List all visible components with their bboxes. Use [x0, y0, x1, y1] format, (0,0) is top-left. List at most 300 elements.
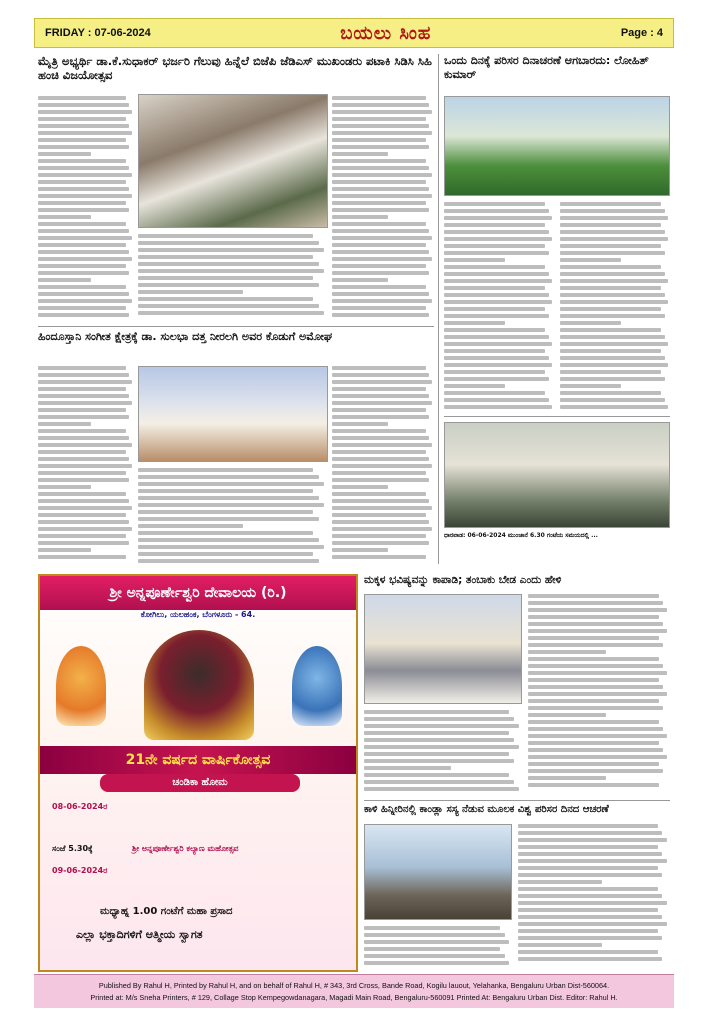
text-line	[38, 124, 129, 128]
text-line	[38, 145, 129, 149]
divider	[364, 800, 670, 801]
ad-welcome: ಎಲ್ಲಾ ಭಕ್ತಾದಿಗಳಿಗೆ ಆತ್ಮೀಯ ಸ್ವಾಗತ	[76, 928, 203, 941]
text-line	[560, 321, 621, 325]
text-line	[38, 499, 129, 503]
text-line	[38, 306, 126, 310]
ad-subtitle: ಕೋಗಿಲು, ಯಲಹಂಕ, ಬೆಂಗಳೂರು - 64.	[140, 610, 256, 619]
text-line	[444, 328, 545, 332]
text-line	[38, 373, 129, 377]
text-line	[138, 559, 319, 563]
text-line	[444, 286, 545, 290]
text-line	[332, 103, 429, 107]
text-line	[528, 615, 659, 619]
story5-photo	[364, 594, 522, 704]
text-line	[38, 313, 129, 317]
text-line	[528, 671, 667, 675]
text-line	[444, 335, 549, 339]
text-line	[38, 534, 126, 538]
text-line	[528, 608, 667, 612]
text-line	[332, 513, 426, 517]
text-line	[38, 96, 126, 100]
text-line	[560, 300, 668, 304]
text-line	[332, 306, 426, 310]
story6-photo	[364, 824, 512, 920]
text-line	[444, 209, 549, 213]
text-line	[138, 283, 319, 287]
text-line	[518, 838, 667, 842]
text-line	[332, 110, 432, 114]
text-line	[444, 363, 552, 367]
imprint-line2: Printed at: M/s Sneha Printers, # 129, Collage Stop Kempegowdanagara, Magadi Main Road, Bengaluru-560091 Printed At: Bengaluru Urban Dist. Editor: Rahul H.	[90, 993, 618, 1002]
text-line	[38, 201, 126, 205]
text-line	[38, 285, 126, 289]
text-line	[332, 250, 429, 254]
text-line	[332, 436, 429, 440]
text-line	[560, 307, 661, 311]
text-line	[38, 131, 132, 135]
text-line	[444, 272, 549, 276]
text-line	[528, 734, 667, 738]
divider	[38, 326, 434, 327]
text-line	[38, 187, 129, 191]
text-line	[332, 313, 429, 317]
text-line	[138, 255, 313, 259]
text-line	[38, 166, 129, 170]
text-line	[528, 692, 667, 696]
text-line	[518, 845, 658, 849]
text-line	[38, 471, 126, 475]
text-line	[332, 152, 388, 156]
text-line	[38, 408, 126, 412]
text-line	[38, 173, 132, 177]
text-line	[528, 601, 663, 605]
text-line	[528, 706, 663, 710]
text-line	[560, 335, 665, 339]
story2-text-col2	[560, 202, 670, 412]
text-line	[560, 237, 668, 241]
text-line	[332, 96, 426, 100]
text-line	[38, 457, 129, 461]
text-line	[364, 766, 451, 770]
text-line	[528, 748, 663, 752]
text-line	[518, 852, 662, 856]
text-line	[332, 534, 426, 538]
text-line	[38, 478, 129, 482]
text-line	[332, 366, 426, 370]
text-line	[332, 131, 432, 135]
text-line	[528, 783, 659, 787]
text-line	[38, 243, 126, 247]
story1-photo	[138, 94, 328, 228]
ad-anniversary: 21ನೇ ವರ್ಷದ ವಾರ್ಷಿಕೋತ್ಸವ	[40, 746, 356, 774]
text-line	[138, 297, 313, 301]
story4-photo	[444, 422, 670, 528]
text-line	[38, 443, 132, 447]
text-line	[444, 230, 549, 234]
text-line	[444, 279, 552, 283]
text-line	[38, 422, 91, 426]
text-line	[38, 215, 91, 219]
text-line	[332, 138, 426, 142]
text-line	[138, 552, 313, 556]
text-line	[518, 901, 667, 905]
text-line	[518, 915, 662, 919]
text-line	[560, 230, 665, 234]
text-line	[444, 265, 545, 269]
text-line	[332, 124, 429, 128]
text-line	[38, 387, 126, 391]
text-line	[332, 373, 429, 377]
text-line	[364, 738, 514, 742]
ad-prasada: ಮಧ್ಯಾಹ್ನ 1.00 ಗಂಟೆಗೆ ಮಹಾ ಪ್ರಸಾದ	[100, 906, 233, 917]
text-line	[560, 286, 661, 290]
text-line	[560, 342, 668, 346]
text-line	[332, 215, 388, 219]
story5-headline: ಮಕ್ಕಳ ಭವಿಷ್ಯವನ್ನು ಕಾಪಾಡಿ; ತಂಬಾಕು ಬೇಡ ಎಂದು ಹೇಳಿ	[364, 574, 562, 586]
text-line	[332, 422, 388, 426]
text-line	[332, 166, 429, 170]
text-line	[528, 643, 663, 647]
text-line	[332, 257, 432, 261]
text-line	[364, 940, 509, 944]
text-line	[38, 257, 132, 261]
text-line	[364, 780, 514, 784]
text-line	[528, 636, 659, 640]
text-line	[560, 377, 665, 381]
text-line	[444, 300, 552, 304]
text-line	[518, 936, 662, 940]
text-line	[444, 356, 549, 360]
column-divider	[438, 54, 439, 564]
text-line	[528, 594, 659, 598]
text-line	[364, 773, 509, 777]
text-line	[444, 307, 545, 311]
text-line	[332, 541, 429, 545]
text-line	[518, 859, 667, 863]
text-line	[444, 370, 545, 374]
text-line	[332, 201, 426, 205]
ad-kalyana: ಶ್ರೀ ಅನ್ನಪೂರ್ಣೇಶ್ವರಿ ಕಲ್ಯಾಣ ಮಹೋತ್ಸವ	[132, 844, 239, 853]
text-line	[38, 513, 126, 517]
text-line	[38, 464, 132, 468]
text-line	[138, 503, 324, 507]
story1-text-col1	[38, 96, 134, 320]
text-line	[138, 475, 319, 479]
text-line	[38, 366, 126, 370]
text-line	[518, 824, 658, 828]
text-line	[38, 271, 129, 275]
text-line	[528, 678, 659, 682]
story3-photo	[138, 366, 328, 462]
story2-text-col1	[444, 202, 554, 412]
text-line	[138, 538, 319, 542]
divider	[444, 416, 670, 417]
story5-text-col2	[528, 594, 670, 794]
text-line	[444, 293, 549, 297]
text-line	[560, 251, 665, 255]
text-line	[332, 299, 432, 303]
text-line	[444, 314, 549, 318]
imprint-line1: Published By Rahul H, Printed by Rahul H, and on behalf of Rahul H, # 343, 3rd Cross, Bande Road, Kogilu lauout, Yelahanka, Bengaluru Urban Dist-560064.	[98, 981, 610, 990]
text-line	[528, 727, 663, 731]
text-line	[332, 243, 426, 247]
text-line	[138, 496, 319, 500]
text-line	[138, 276, 313, 280]
story1-text-under-photo	[138, 234, 328, 320]
text-line	[332, 485, 388, 489]
text-line	[518, 908, 658, 912]
ad-date1: 08-06-2024ರ	[52, 802, 108, 811]
text-line	[332, 499, 429, 503]
text-line	[518, 929, 658, 933]
text-line	[38, 229, 129, 233]
text-line	[364, 787, 519, 791]
text-line	[332, 380, 432, 384]
text-line	[364, 710, 509, 714]
story4-caption: ಧಾರವಾಡ: 06-06-2024 ಮುಂಜಾನೆ 6.30 ಗಂಟೆಯ ಸಮಯದಲ್ಲಿ ...	[444, 532, 598, 539]
story6-headline: ಕಾಳಿ ಹಿನ್ನೀರಿನಲ್ಲಿ ಕಾಂಡ್ಲಾ ಸಸ್ಯ ನೆಡುವ ಮೂಲಕ ವಿಶ್ವ ಪರಿಸರ ದಿನದ ಆಚರಣೆ	[364, 804, 609, 815]
text-line	[332, 387, 426, 391]
text-line	[444, 321, 505, 325]
story3-text-under-photo	[138, 468, 328, 566]
story6-text-col2	[518, 824, 670, 970]
text-line	[332, 443, 432, 447]
story1-headline: ಮೈತ್ರಿ ಅಭ್ಯರ್ಥಿ ಡಾ.ಕೆ.ಸುಧಾಕರ್ ಭರ್ಜರಿ ಗೆಲುವು ಹಿನ್ನೆಲೆ ಬಿಜೆಪಿ ಜೆಡಿಎಸ್ ಮುಖಂಡರು ಪಟಾಕಿ ಸಿಡಿಸಿ ಸಿಹಿ ಹಂಚಿ ವಿಜಯೋತ್ಸವ	[38, 54, 432, 83]
text-line	[38, 117, 126, 121]
text-line	[38, 180, 126, 184]
text-line	[332, 450, 426, 454]
text-line	[560, 356, 665, 360]
text-line	[38, 520, 129, 524]
newspaper-title: ಬಯಲು ಸಿಂಹ	[340, 22, 432, 44]
text-line	[332, 264, 426, 268]
text-line	[560, 223, 661, 227]
text-line	[528, 657, 659, 661]
text-line	[528, 741, 659, 745]
text-line	[138, 468, 313, 472]
text-line	[138, 510, 313, 514]
text-line	[528, 685, 663, 689]
ad-event: ಚಂಡಿಕಾ ಹೋಮ	[100, 774, 300, 792]
text-line	[38, 110, 132, 114]
text-line	[560, 265, 661, 269]
text-line	[560, 272, 665, 276]
text-line	[38, 485, 91, 489]
text-line	[138, 269, 324, 273]
text-line	[560, 384, 621, 388]
text-line	[332, 187, 429, 191]
text-line	[444, 391, 545, 395]
text-line	[560, 391, 661, 395]
text-line	[332, 394, 429, 398]
text-line	[560, 244, 661, 248]
text-line	[518, 943, 602, 947]
text-line	[364, 752, 509, 756]
text-line	[364, 933, 505, 937]
subramanya-image	[292, 646, 342, 726]
text-line	[38, 380, 132, 384]
text-line	[332, 271, 429, 275]
text-line	[364, 731, 509, 735]
text-line	[138, 241, 319, 245]
temple-advertisement	[38, 574, 358, 972]
text-line	[138, 248, 324, 252]
text-line	[444, 377, 549, 381]
text-line	[332, 229, 429, 233]
text-line	[528, 713, 606, 717]
text-line	[560, 314, 665, 318]
text-line	[138, 531, 313, 535]
text-line	[444, 398, 549, 402]
text-line	[332, 478, 429, 482]
text-line	[38, 138, 126, 142]
text-line	[364, 745, 519, 749]
text-line	[332, 548, 388, 552]
newspaper-page	[34, 14, 674, 1014]
text-line	[332, 236, 432, 240]
story5-text-under-photo	[364, 710, 522, 794]
ad-date2: 09-06-2024ರ	[52, 866, 108, 875]
text-line	[332, 429, 426, 433]
imprint-footer	[34, 974, 674, 1008]
text-line	[444, 244, 545, 248]
text-line	[444, 223, 545, 227]
text-line	[518, 831, 662, 835]
text-line	[560, 328, 661, 332]
text-line	[332, 292, 429, 296]
text-line	[38, 555, 126, 559]
text-line	[332, 180, 426, 184]
text-line	[138, 311, 324, 315]
text-line	[332, 492, 426, 496]
text-line	[332, 415, 429, 419]
text-line	[38, 506, 132, 510]
text-line	[38, 548, 91, 552]
story6-text-under-photo	[364, 926, 512, 970]
text-line	[332, 145, 429, 149]
text-line	[364, 717, 514, 721]
text-line	[38, 527, 132, 531]
text-line	[38, 401, 132, 405]
text-line	[38, 194, 132, 198]
text-line	[518, 873, 662, 877]
text-line	[528, 622, 663, 626]
text-line	[332, 401, 432, 405]
text-line	[38, 450, 126, 454]
text-line	[332, 194, 432, 198]
text-line	[518, 866, 658, 870]
text-line	[364, 926, 500, 930]
ganesha-image	[56, 646, 106, 726]
text-line	[138, 524, 243, 528]
text-line	[38, 236, 132, 240]
text-line	[528, 720, 659, 724]
page-number: Page : 4	[620, 27, 663, 39]
text-line	[332, 208, 429, 212]
text-line	[332, 173, 432, 177]
text-line	[332, 117, 426, 121]
text-line	[332, 520, 429, 524]
text-line	[364, 961, 509, 965]
text-line	[560, 349, 661, 353]
text-line	[38, 208, 129, 212]
text-line	[138, 517, 319, 521]
text-line	[138, 482, 324, 486]
ad-title: ಶ್ರೀ ಅನ್ನಪೂರ್ಣೇಶ್ವರಿ ದೇವಾಲಯ (ರಿ.)	[40, 576, 356, 610]
text-line	[560, 370, 661, 374]
text-line	[560, 405, 668, 409]
text-line	[528, 699, 659, 703]
text-line	[518, 950, 658, 954]
text-line	[518, 880, 602, 884]
text-line	[38, 292, 129, 296]
text-line	[560, 363, 668, 367]
text-line	[332, 471, 426, 475]
issue-date: FRIDAY : 07-06-2024	[45, 27, 151, 39]
text-line	[560, 209, 665, 213]
text-line	[444, 202, 545, 206]
ad-time: ಸಂಜೆ 5.30ಕ್ಕೆ	[52, 844, 93, 853]
text-line	[332, 285, 426, 289]
text-line	[364, 724, 519, 728]
text-line	[38, 152, 91, 156]
masthead	[34, 18, 674, 48]
story2-photo	[444, 96, 670, 196]
text-line	[38, 299, 132, 303]
text-line	[560, 279, 668, 283]
text-line	[518, 922, 667, 926]
text-line	[518, 957, 662, 961]
text-line	[560, 258, 621, 262]
text-line	[444, 237, 552, 241]
text-line	[528, 776, 606, 780]
text-line	[518, 894, 662, 898]
text-line	[444, 342, 552, 346]
text-line	[332, 457, 429, 461]
text-line	[38, 394, 129, 398]
text-line	[364, 954, 505, 958]
text-line	[332, 527, 432, 531]
text-line	[332, 464, 432, 468]
story3-text-col3	[332, 366, 434, 566]
text-line	[560, 293, 665, 297]
text-line	[560, 216, 668, 220]
story3-headline: ಹಿಂದೂಸ್ತಾನಿ ಸಂಗೀತ ಕ್ಷೇತ್ರಕ್ಕೆ ಡಾ. ಸುಲಭಾ ದತ್ತ ನೀರಲಗಿ ಅವರ ಕೊಡುಗೆ ಅಮೋಘ	[38, 330, 333, 343]
text-line	[560, 202, 661, 206]
text-line	[138, 304, 319, 308]
text-line	[332, 159, 426, 163]
text-line	[528, 755, 667, 759]
text-line	[364, 759, 514, 763]
text-line	[38, 429, 126, 433]
text-line	[38, 222, 126, 226]
text-line	[138, 545, 324, 549]
text-line	[138, 489, 313, 493]
text-line	[38, 492, 126, 496]
text-line	[38, 415, 129, 419]
text-line	[332, 278, 388, 282]
text-line	[332, 408, 426, 412]
text-line	[332, 506, 432, 510]
text-line	[528, 629, 667, 633]
text-line	[138, 234, 313, 238]
text-line	[38, 436, 129, 440]
text-line	[444, 349, 545, 353]
story3-text-col1	[38, 366, 134, 566]
text-line	[518, 887, 658, 891]
text-line	[444, 251, 549, 255]
story2-headline: ಒಂದು ದಿನಕ್ಕೆ ಪರಿಸರ ದಿನಾಚರಣೆ ಆಗಬಾರದು: ಲೋಹಿತ್ ಕುಮಾರ್	[444, 54, 649, 81]
